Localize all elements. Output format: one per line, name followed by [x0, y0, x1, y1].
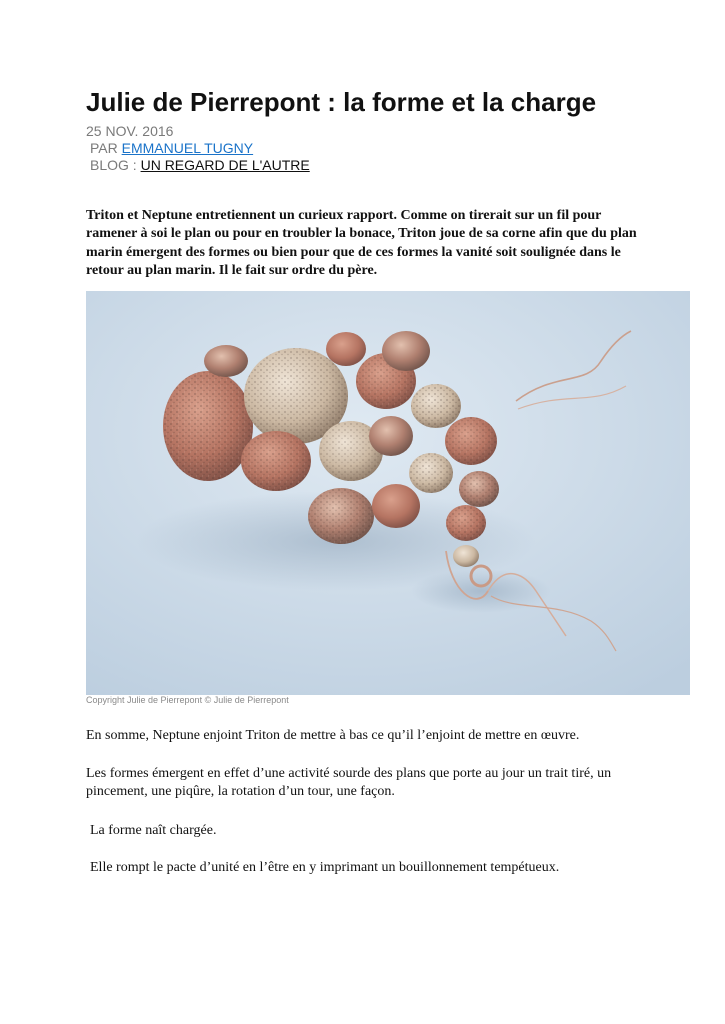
- article-lead: Triton et Neptune entretiennent un curieux rapport. Comme on tirerait sur un fil pour ramener à soi le plan ou pour en troubler la bonace, Triton joue de sa corne afin que du plan marin émergent des formes ou bien pour que de ces formes la vanité soit soulignée dans le retour au plan marin. Il le fait sur ordre du père.: [86, 208, 637, 279]
- blog-line: [86, 157, 310, 174]
- body-paragraph: La forme naît chargée.: [90, 823, 217, 838]
- wool-sculpture-illustration: [86, 291, 690, 695]
- publish-date: 25 NOV. 2016: [86, 123, 174, 139]
- article-photo: [86, 291, 690, 695]
- article-meta: [86, 123, 310, 174]
- author-link[interactable]: EMMANUEL TUGNY: [121, 140, 254, 156]
- byline: [86, 140, 310, 157]
- body-paragraph: Elle rompt le pacte d’unité en l’être en y imprimant un bouillonnement tempétueux.: [90, 860, 560, 875]
- photo-caption: Copyright Julie de Pierrepont © Julie de Pierrepont: [86, 695, 289, 705]
- blog-link[interactable]: UN REGARD DE L'AUTRE: [140, 157, 310, 173]
- body-paragraph: Les formes émergent en effet d’une activité sourde des plans que porte au jour un trait tiré, un pincement, une piqûre, la rotation d’un tour, une façon.: [86, 766, 612, 800]
- byline-prefix: PAR: [90, 140, 122, 156]
- body-paragraph: En somme, Neptune enjoint Triton de mettre à bas ce qu’il l’enjoint de mettre en œuvre.: [86, 728, 580, 743]
- blog-prefix: BLOG :: [90, 157, 141, 173]
- article-title: Julie de Pierrepont : la forme et la charge: [86, 87, 597, 117]
